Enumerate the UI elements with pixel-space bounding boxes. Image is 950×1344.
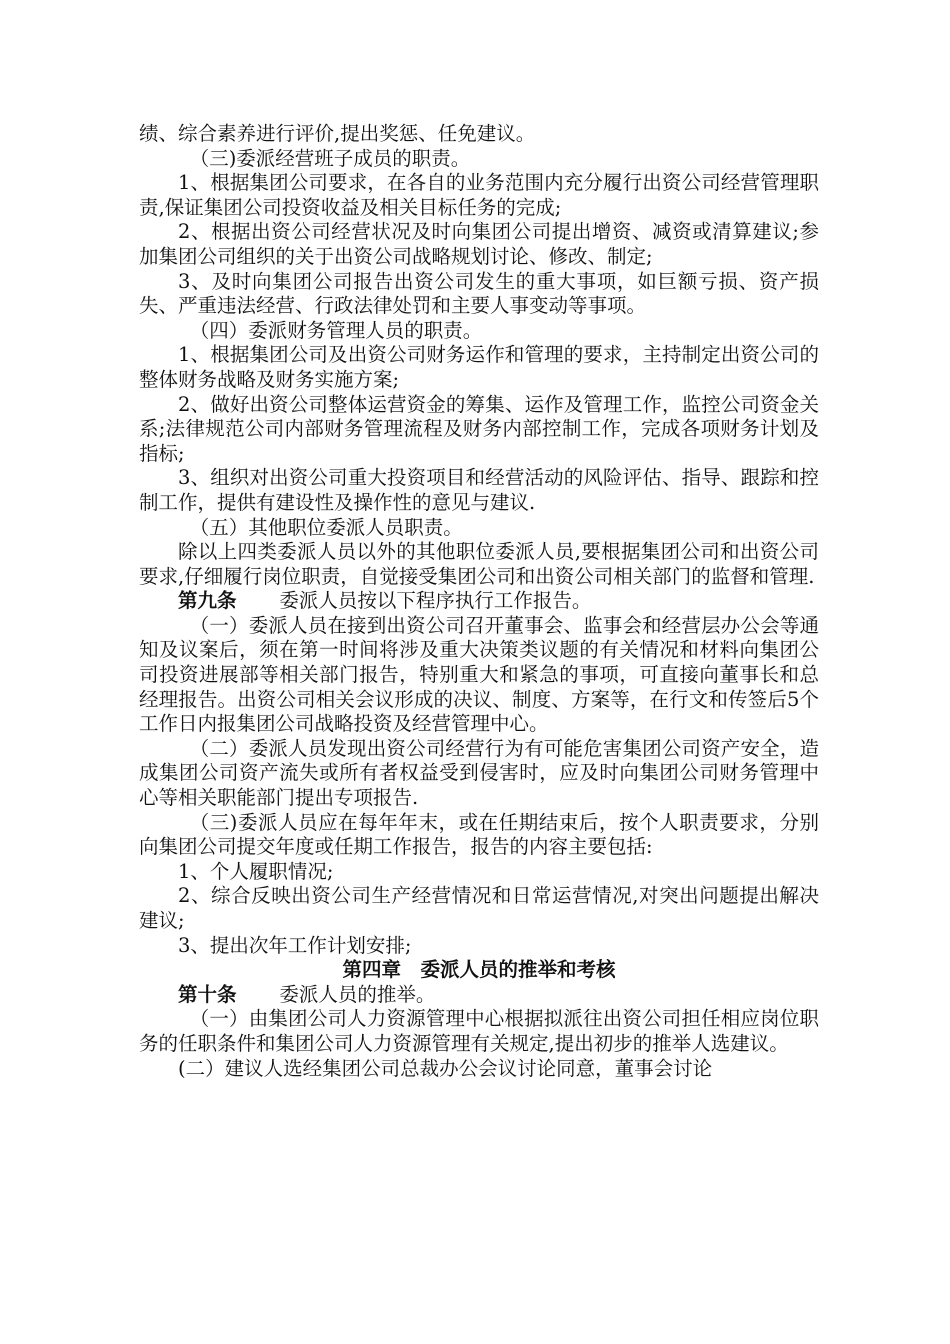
- list-item: 3、提出次年工作计划安排;: [178, 933, 412, 957]
- list-item: 3、组织对出资公司重大投资项目和经营活动的风险评估、指导、跟踪和控制工作，提供有建设性及操作性的意见与建议.: [139, 466, 819, 514]
- chapter-4-title: 第四章 委派人员的推举和考核: [342, 958, 616, 982]
- article-10-item: (二）建议人选经集团公司总裁办公会议讨论同意，董事会讨论: [178, 1056, 713, 1080]
- article-10-label: 第十条: [178, 982, 237, 1006]
- list-item: 1、根据集团公司及出资公司财务运作和管理的要求，主持制定出资公司的整体财务战略及财务实施方案;: [139, 343, 819, 391]
- list-item: 3、及时向集团公司报告出资公司发生的重大事项，如巨额亏损、资产损失、严重违法经营、行政法律处罚和主要人事变动等事项。: [139, 269, 819, 318]
- article-9-text: 委派人员按以下程序执行工作报告。: [279, 589, 592, 613]
- article-10-item: （一）由集团公司人力资源管理中心根据拟派往出资公司担任相应岗位职务的任职条件和集团公司人力资源管理有关规定,提出初步的推举人选建议。: [139, 1007, 819, 1055]
- list-item: 2、综合反映出资公司生产经营情况和日常运营情况,对突出问题提出解决建议;: [139, 884, 819, 932]
- paragraph: 除以上四类委派人员以外的其他职位委派人员,要根据集团公司和出资公司要求,仔细履行岗位职责，自觉接受集团公司和出资公司相关部门的监督和管理.: [139, 540, 819, 588]
- list-item: 2、根据出资公司经营状况及时向集团公司提出增资、减资或清算建议;参加集团公司组织的关于出资公司战略规划讨论、修改、制定;: [139, 220, 819, 268]
- article-9-label: 第九条: [178, 589, 237, 613]
- paragraph-continuation: 绩、综合素养进行评价,提出奖惩、任免建议。: [139, 122, 536, 145]
- article-10-text: 委派人员的推举。: [279, 982, 436, 1006]
- article-9-item: （二）委派人员发现出资公司经营行为有可能危害集团公司资产安全，造成集团公司资产流失或所有者权益受到侵害时，应及时向集团公司财务管理中心等相关职能部门提出专项报告.: [139, 736, 819, 810]
- article-9-item: （一）委派人员在接到出资公司召开董事会、监事会和经营层办公会等通知及议案后，须在第一时间将涉及重大决策类议题的有关情况和材料向集团公司投资进展部等相关部门报告，特别重大和紧急的事项，可直接向董事长和总经理报告。出资公司相关会议形成的决议、制度、方案等，在行文和传签后5个工作日内报集团公司战略投资及经营管理中心。: [139, 613, 819, 736]
- document-body: [139, 122, 819, 1081]
- section-heading-other-duties: （五）其他职位委派人员职责。: [189, 515, 463, 539]
- section-heading-finance-duties: （四）委派财务管理人员的职责。: [189, 318, 483, 342]
- article-10: [139, 983, 819, 1008]
- article-9: [139, 589, 819, 614]
- section-heading-management-team-duties: （三)委派经营班子成员的职责。: [189, 146, 471, 170]
- list-item: 1、根据集团公司要求，在各自的业务范围内充分履行出资公司经营管理职责,保证集团公司投资收益及相关目标任务的完成;: [139, 171, 819, 219]
- list-item: 1、个人履职情况;: [178, 859, 334, 883]
- list-item: 2、做好出资公司整体运营资金的筹集、运作及管理工作，监控公司资金关系;法律规范公司内部财务管理流程及财务内部控制工作，完成各项财务计划及指标;: [139, 392, 819, 465]
- article-9-item: （三)委派人员应在每年年末，或在任期结束后，按个人职责要求，分别向集团公司提交年度或任期工作报告，报告的内容主要包括:: [139, 810, 819, 859]
